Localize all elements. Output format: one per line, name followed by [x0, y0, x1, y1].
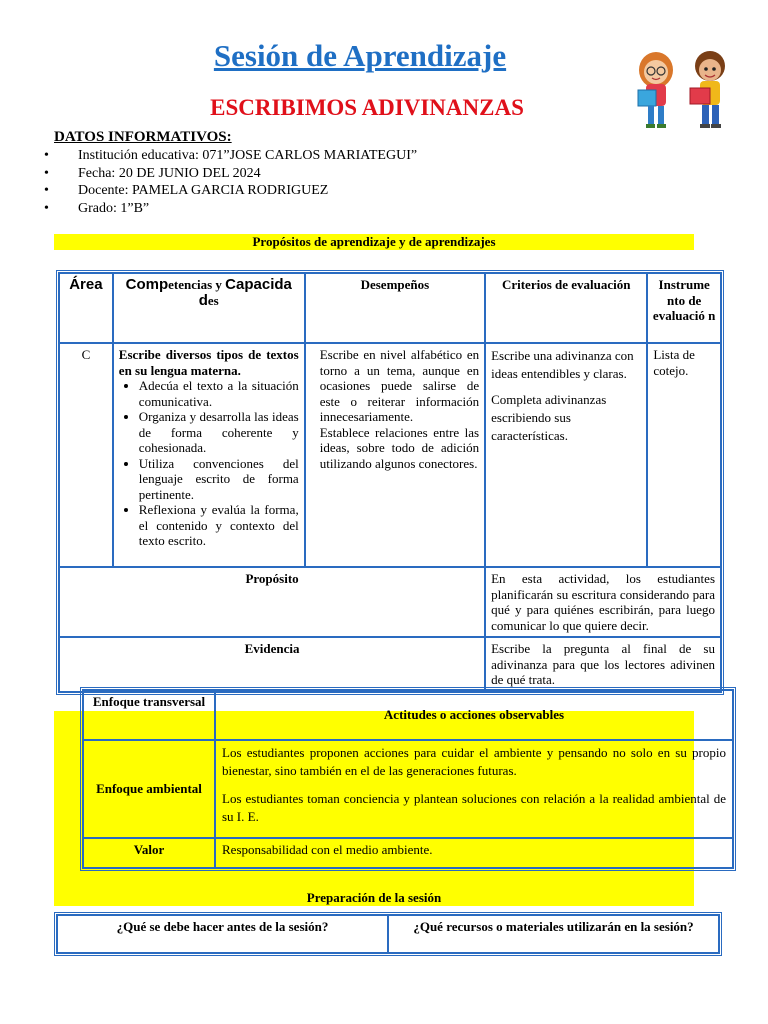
- valor-text: Responsabilidad con el medio ambiente.: [215, 838, 733, 868]
- preparacion-col-recursos: ¿Qué recursos o materiales utilizarán en la sesión?: [388, 915, 719, 953]
- competencias-cell: [113, 343, 305, 567]
- criterio-text: Completa adivinanzas escribiendo sus características.: [491, 392, 607, 443]
- area-cell: C: [59, 343, 113, 567]
- list-item: • Fecha: 20 DE JUNIO DEL 2024: [30, 165, 417, 183]
- enfoque-table: [80, 687, 736, 871]
- valor-label: Valor: [83, 838, 215, 868]
- evidencia-text: Escribe la pregunta al final de su adivinanza para que los lectores adivinen de qué trata.: [485, 637, 721, 692]
- header-competencias: Competencias y Capacida des: [113, 273, 305, 343]
- desempenos-cell: [305, 343, 485, 567]
- preparacion-col-antes: ¿Qué se debe hacer antes de la sesión?: [57, 915, 388, 953]
- list-item: • Reflexiona y evalúa la forma, el contenido y contexto del texto escrito.: [139, 502, 299, 549]
- children-reading-illustration: [624, 48, 744, 134]
- preparacion-heading: Preparación de la sesión: [306, 890, 442, 905]
- header-desempenos: Desempeños: [305, 273, 485, 343]
- header-instrumento: Instrume nto de evaluació n: [647, 273, 721, 343]
- list-item: • Organiza y desarrolla las ideas de forma coherente y cohesionada.: [139, 409, 299, 456]
- header-area: Área: [59, 273, 113, 343]
- proposito-text: En esta actividad, los estudiantes planificarán su escritura considerando para qué y para quiénes escribirán, para luego comunicar lo que quiere decir.: [485, 567, 721, 637]
- capacidades-list: [119, 378, 299, 549]
- ambiental-text: Los estudiantes toman conciencia y plantean soluciones con relación a la realidad ambiental de su I. E.: [222, 791, 726, 824]
- desempeno-text: Establece relaciones entre las ideas, sobre todo de adición utilizando algunos conectores.: [319, 424, 480, 471]
- session-subtitle: ESCRIBIMOS ADIVINANZAS: [210, 95, 524, 120]
- header-criterios: Criterios de evaluación: [485, 273, 647, 343]
- list-item: • Grado: 1”B”: [30, 200, 417, 218]
- header-enfoque: Enfoque transversal: [83, 690, 215, 740]
- list-item: • Utiliza convenciones del lenguaje escrito de forma pertinente.: [139, 456, 299, 503]
- datos-heading: DATOS INFORMATIVOS:: [54, 129, 232, 145]
- ambiental-cell: [215, 740, 733, 838]
- proposito-label: Propósito: [59, 567, 485, 637]
- learning-table: [56, 270, 724, 695]
- ambiental-label: Enfoque ambiental: [83, 740, 215, 838]
- competencia-text: Escribe diversos tipos de textos en su lengua materna.: [118, 347, 299, 378]
- list-item: • Docente: PAMELA GARCIA RODRIGUEZ: [30, 182, 417, 200]
- propositos-heading: Propósitos de aprendizaje y de aprendizajes: [54, 234, 694, 250]
- header-actitudes: Actitudes o acciones observables: [215, 690, 733, 740]
- criterios-cell: [485, 343, 647, 567]
- datos-list: [30, 147, 417, 217]
- desempeno-text: Escribe en nivel alfabético en torno a un tema, aunque en ocasiones puede salirse de este o reiterar información innecesariamente.: [319, 347, 480, 424]
- criterio-text: Escribe una adivinanza con ideas entendibles y claras.: [491, 348, 634, 381]
- list-item: • Adecúa el texto a la situación comunicativa.: [139, 378, 299, 409]
- instrumento-cell: Lista de cotejo.: [647, 343, 721, 567]
- ambiental-text: Los estudiantes proponen acciones para cuidar el ambiente y pensando no solo en su propio bienestar, sino también en el de las generaciones futuras.: [222, 745, 726, 778]
- page-title: Sesión de Aprendizaje: [213, 38, 507, 73]
- list-item: • Institución educativa: 071”JOSE CARLOS MARIATEGUI”: [30, 147, 417, 165]
- evidencia-label: Evidencia: [59, 637, 485, 692]
- preparacion-table: [54, 912, 722, 956]
